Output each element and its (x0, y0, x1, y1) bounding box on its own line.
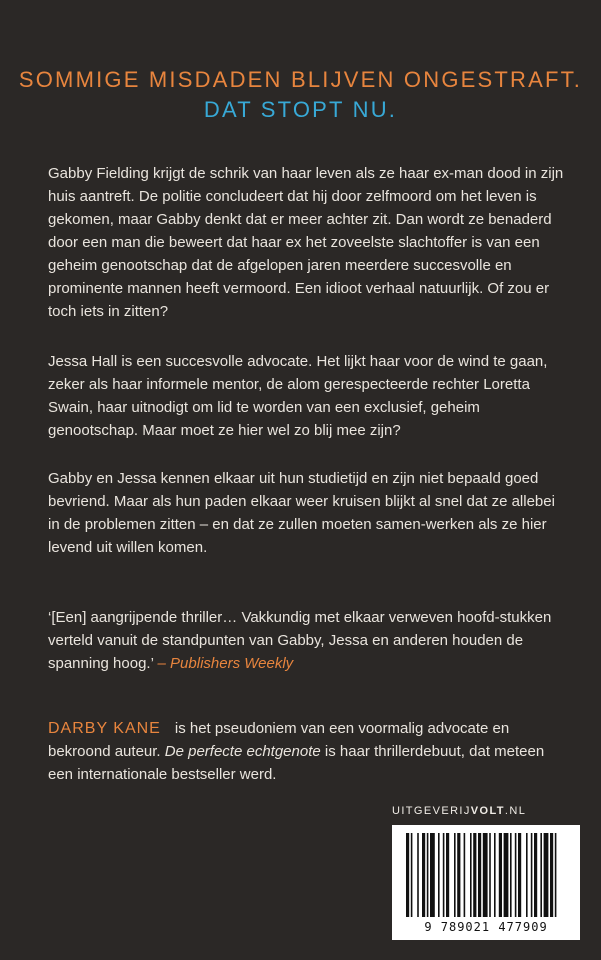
quote-text: ‘[Een] aangrijpende thriller… Vakkundig met elkaar verweven hoofd-stukken verteld vanuit de standpunten van Gabby, Jessa en anderen houden de spanning hoog.’ (48, 609, 552, 672)
review-quote (48, 606, 568, 675)
synopsis-paragraph-2: Jessa Hall is een succesvolle advocate. Het lijkt haar voor de wind te gaan, zeker als haar informele mentor, de alom gerespecteerde rechter Loretta Swain, haar uitnodigt om lid te worden van een exclusief, geheim genootschap. Maar moet ze hier wel zo blij mee zijn? (48, 353, 548, 439)
synopsis-paragraph-1: Gabby Fielding krijgt de schrik van haar leven als ze haar ex-man dood in zijn huis aantreft. De politie concludeert dat hij door zelfmoord om het leven is gekomen, maar Gabby denkt dat er meer achter zit. Dan wordt ze benaderd door een man die beweert dat haar ex het zoveelste slachtoffer is van een geheim genootschap dat de afgelopen jaren meerdere succesvolle en prominente mannen heeft vermoord. Een idioot verhaal natuurlijk. Of zou er toch iets in zitten? (48, 165, 564, 320)
author-bio (48, 717, 568, 786)
bio-text-2: is haar thrillerdebuut, dat meteen een internationale bestseller werd. (48, 743, 545, 783)
publisher-suffix: .NL (504, 805, 527, 817)
isbn-digits: 9 789021 477909 (424, 920, 548, 934)
book-title: De perfecte echtgenote (164, 743, 321, 760)
isbn-barcode (392, 825, 580, 940)
publisher-url (392, 805, 572, 817)
tagline-line2: DAT STOPT NU. (203, 97, 398, 122)
bio-text-1: is het pseudoniem van een voormalig advocate en bekroond auteur. (48, 720, 510, 760)
publisher-bold: VOLT (470, 805, 505, 817)
quote-source: – Publishers Weekly (157, 655, 294, 672)
publisher-prefix: UITGEVERIJ (392, 805, 471, 817)
tagline-line1: SOMMIGE MISDADEN BLIJVEN ONGESTRAFT. (18, 67, 583, 92)
barcode-bars (392, 825, 580, 920)
synopsis-paragraph-3: Gabby en Jessa kennen elkaar uit hun studietijd en zijn niet bepaald goed bevriend. Maar als hun paden elkaar weer kruisen blijkt al snel dat ze allebei in de problemen zitten – en dat ze zullen moeten samen-werken als ze hier levend uit willen komen. (48, 470, 555, 556)
author-name: DARBY KANE (48, 720, 161, 737)
